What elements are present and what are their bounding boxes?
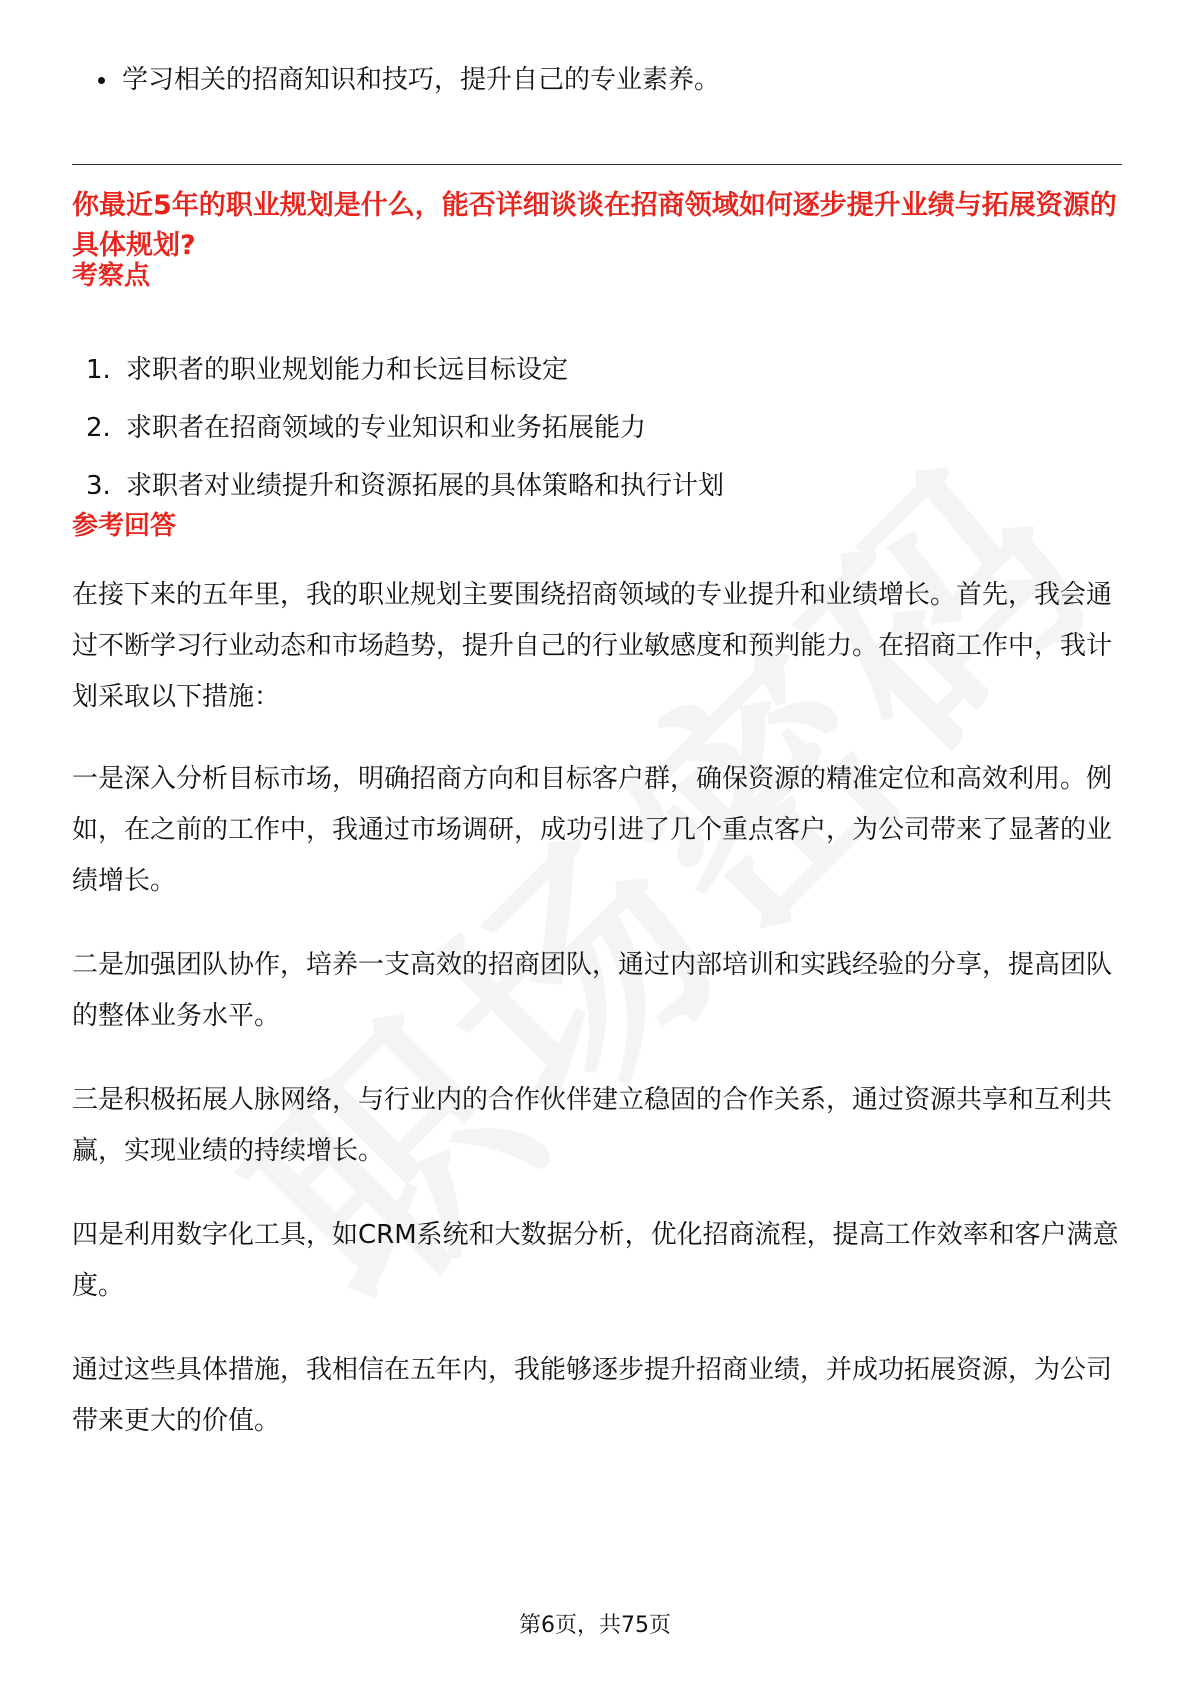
list-number: 2.: [86, 413, 111, 443]
list-number: 3.: [86, 471, 111, 501]
answer-paragraph-3: 三是积极拓展人脉网络，与行业内的合作伙伴建立稳固的合作关系，通过资源共享和互利共赢，实现业绩的持续增长。: [72, 1085, 1113, 1166]
answer-paragraph-1: 一是深入分析目标市场，明确招商方向和目标客户群，确保资源的精准定位和高效利用。例如，在之前的工作中，我通过市场调研，成功引进了几个重点客户，为公司带来了显著的业绩增长。: [72, 764, 1113, 896]
list-item: 学习相关的招商知识和技巧，提升自己的专业素养。: [98, 60, 720, 100]
answer-paragraph-conclusion: 通过这些具体措施，我相信在五年内，我能够逐步提升招商业绩，并成功拓展资源，为公司带来更大的价值。: [72, 1355, 1113, 1436]
section-divider: [72, 164, 1122, 165]
list-text: 求职者在招商领域的专业知识和业务拓展能力: [126, 413, 647, 443]
exam-points-title: 考察点: [72, 261, 151, 291]
page-footer: 第6页，共75页: [519, 1613, 671, 1638]
list-text: 求职者的职业规划能力和长远目标设定: [126, 355, 569, 385]
list-text: 求职者对业绩提升和资源拓展的具体策略和执行计划: [126, 471, 725, 501]
list-item: [86, 468, 724, 504]
reference-answer-title: 参考回答: [72, 511, 177, 541]
list-number: 1.: [86, 355, 111, 385]
top-bullet-list: [98, 60, 720, 100]
answer-paragraph-2: 二是加强团队协作，培养一支高效的招商团队，通过内部培训和实践经验的分享，提高团队的整体业务水平。: [72, 950, 1113, 1031]
answer-paragraph-4: 四是利用数字化工具，如CRM系统和大数据分析，优化招商流程，提高工作效率和客户满意度。: [72, 1220, 1119, 1301]
exam-points-list: [86, 352, 724, 526]
list-item: [86, 410, 724, 446]
answer-paragraph-intro: 在接下来的五年里，我的职业规划主要围绕招商领域的专业提升和业绩增长。首先，我会通过不断学习行业动态和市场趋势，提升自己的行业敏感度和预判能力。在招商工作中，我计划采取以下措施：: [72, 580, 1113, 712]
question-heading: 你最近5年的职业规划是什么，能否详细谈谈在招商领域如何逐步提升业绩与拓展资源的具体规划?: [72, 190, 1117, 261]
list-item: [86, 352, 724, 388]
